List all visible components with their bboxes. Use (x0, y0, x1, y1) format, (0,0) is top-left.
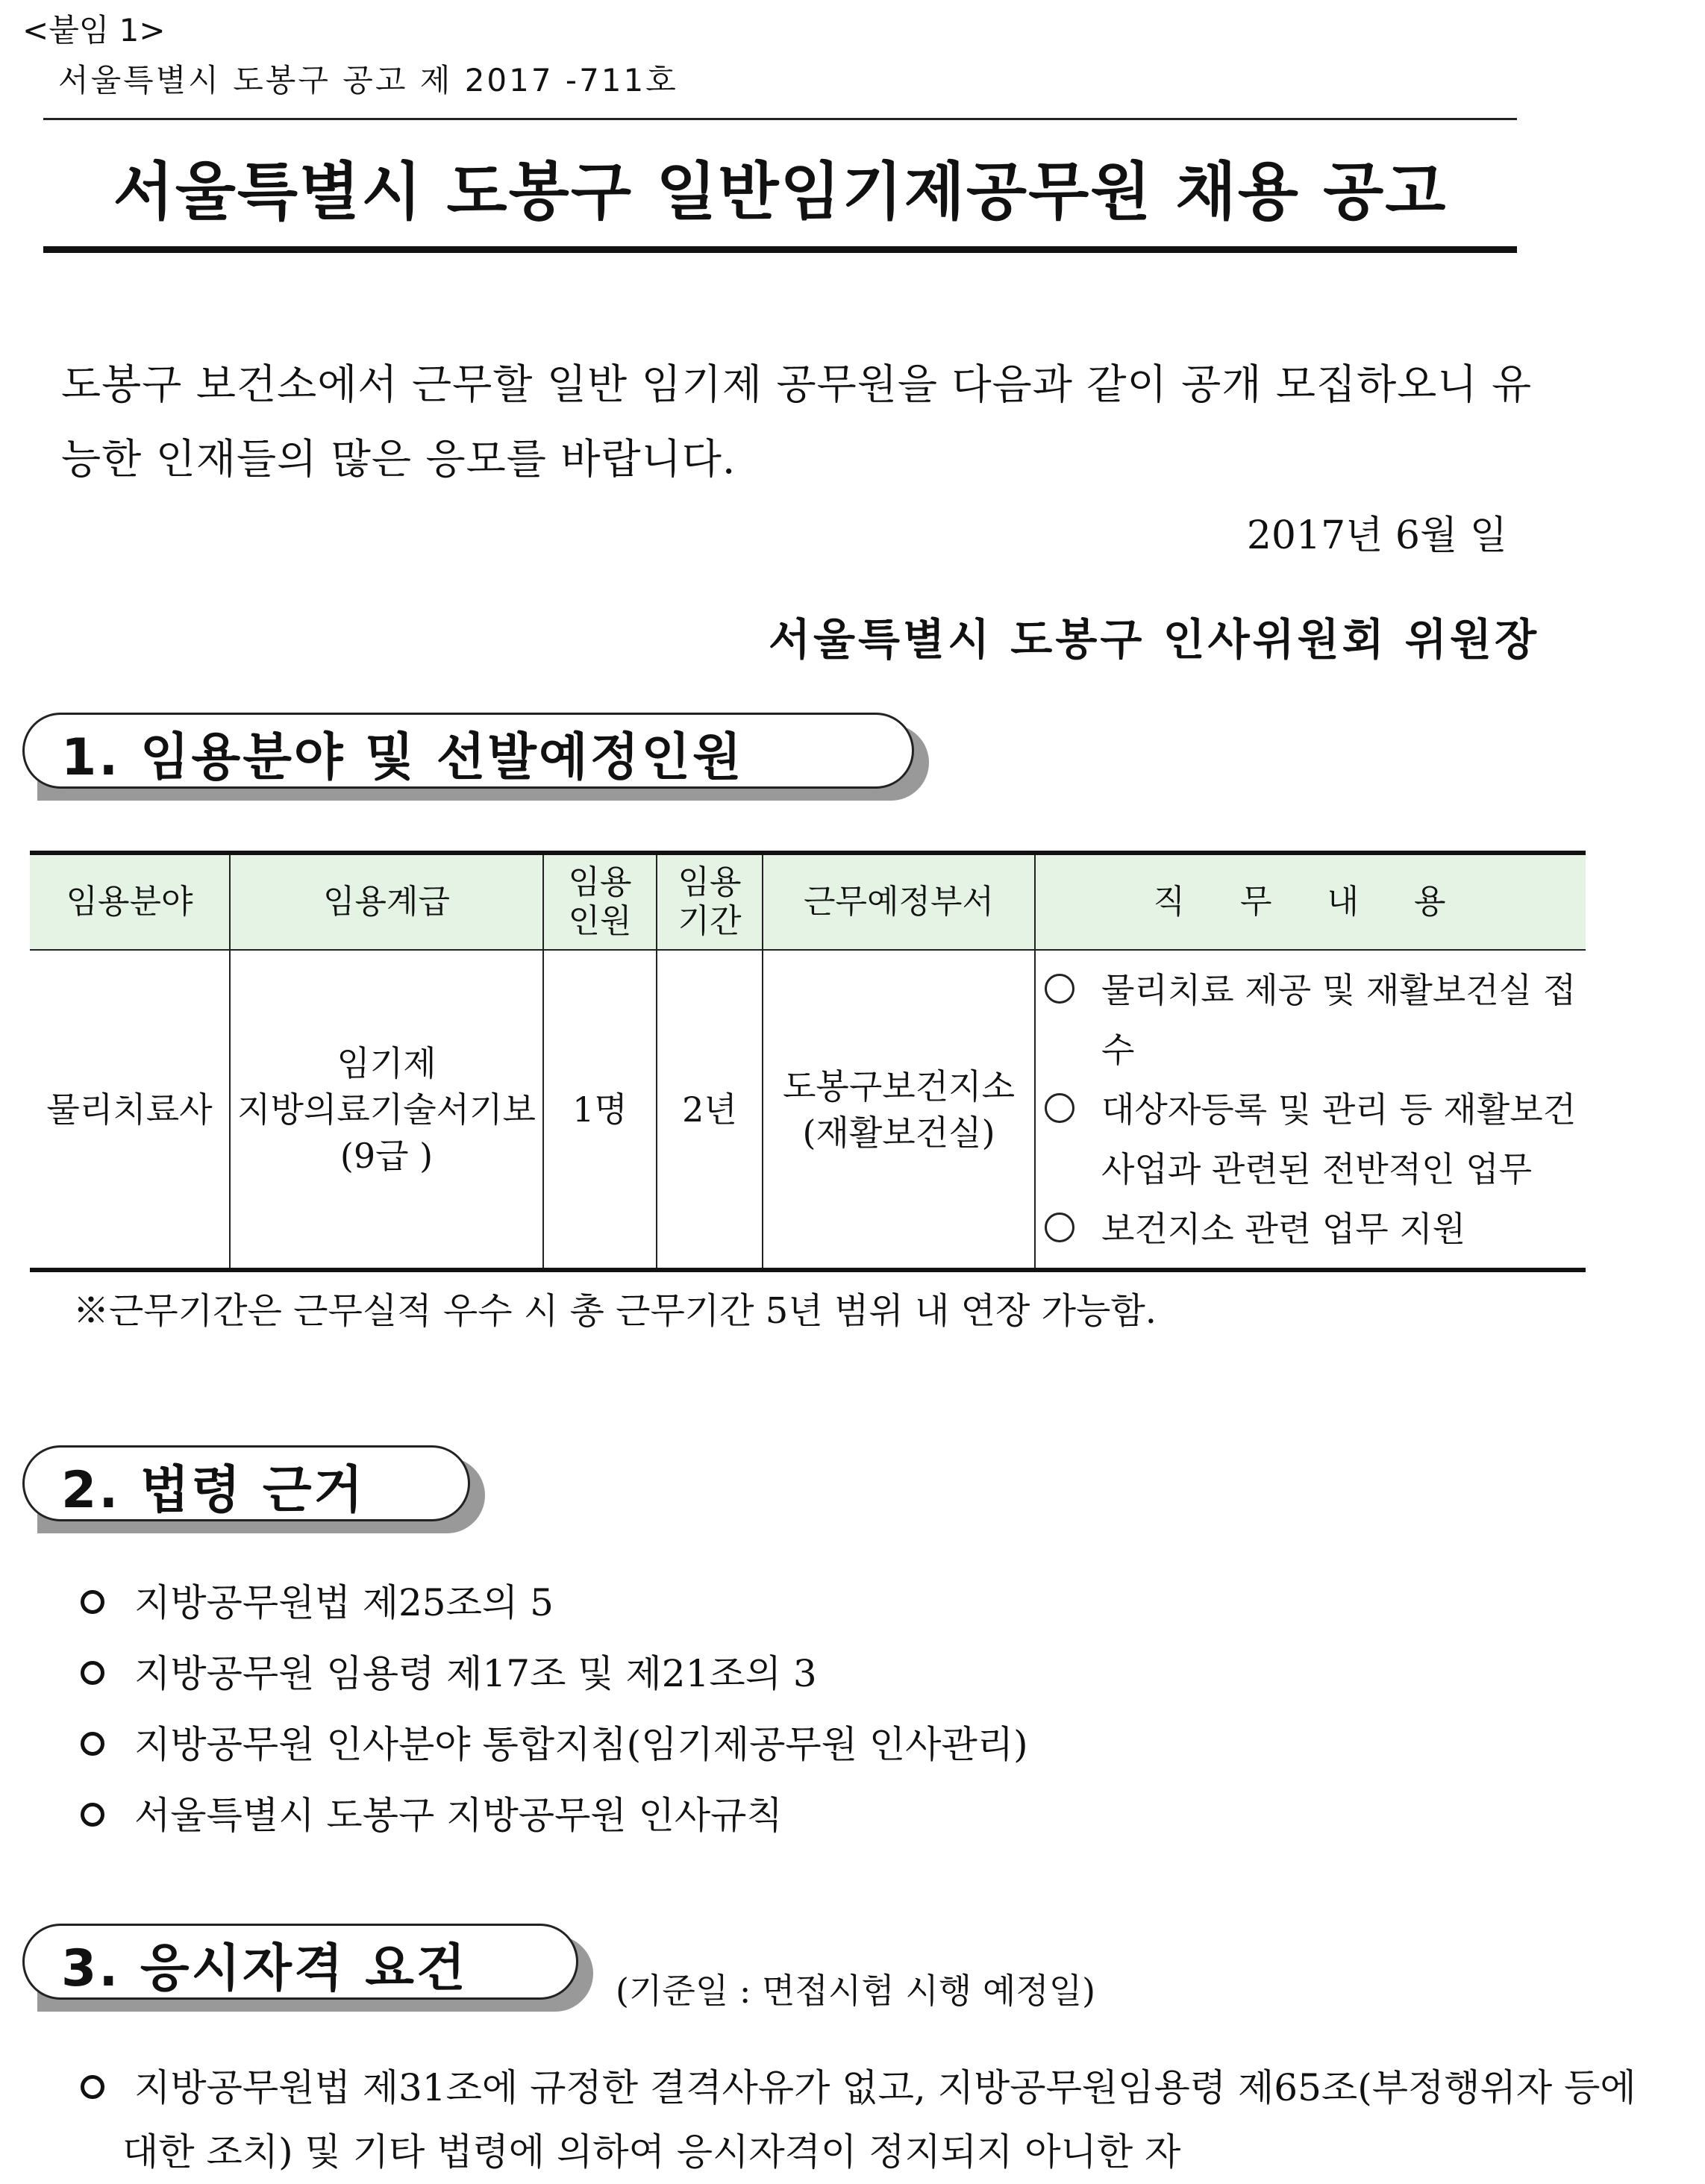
extension-note: ※근무기간은 근무실적 우수 시 총 근무기간 5년 범위 내 연장 가능함. (73, 1290, 1157, 1332)
section2-title: 2. 법령 근거 (61, 1461, 366, 1520)
circle-bullet-icon (81, 1590, 104, 1614)
cell-count: 1명 (543, 950, 657, 1270)
committee-signature: 서울특별시 도봉구 인사위원회 위원장 (768, 614, 1539, 665)
section1-header (22, 713, 929, 801)
cell-field: 물리치료사 (30, 950, 230, 1270)
rank-line3: (9급 ) (340, 1135, 434, 1176)
header-period: 임용 기간 (657, 853, 763, 950)
duty-item (1036, 960, 1586, 1080)
law-text: 지방공무원법 제25조의 5 (134, 1581, 554, 1624)
circle-bullet-icon (1045, 1093, 1074, 1123)
header-duties: 직 무 내 용 (1035, 853, 1586, 950)
cell-rank (230, 950, 543, 1270)
section1-title: 1. 임용분야 및 선발예정인원 (61, 728, 744, 787)
dept-line1: 도봉구보건지소 (782, 1066, 1016, 1107)
law-item (81, 1715, 1028, 1768)
rank-line1: 임기제 (337, 1042, 437, 1083)
title-underline (43, 246, 1517, 253)
header-count: 임용 인원 (543, 853, 657, 950)
duty-text: 대상자등록 및 관리 등 재활보건 사업과 관련된 전반적인 업무 (1101, 1089, 1577, 1189)
intro-paragraph: 도봉구 보건소에서 근무할 일반 임기제 공무원을 다음과 같이 공개 모집하오니 유능한 인재들의 많은 응모를 바랍니다. (61, 360, 1533, 483)
eligibility-line2: 대한 조치) 및 기타 법령에 의하여 응시자격이 정지되지 아니한 자 (122, 2130, 1181, 2174)
duty-text: 물리치료 제공 및 재활보건실 접수 (1101, 969, 1577, 1070)
rank-line2: 지방의료기술서기보 (237, 1089, 536, 1130)
table-header-row (30, 853, 1586, 950)
cell-dept (763, 950, 1035, 1270)
circle-bullet-icon (1045, 974, 1074, 1004)
circle-bullet-icon (81, 1803, 104, 1827)
circle-bullet-icon (1045, 1213, 1074, 1242)
duty-text: 보건지소 관련 업무 지원 (1101, 1208, 1466, 1249)
circle-bullet-icon (81, 2075, 104, 2099)
dept-line2: (재활보건실) (802, 1112, 995, 1153)
eligibility-item (81, 2056, 1636, 2184)
law-text: 지방공무원 임용령 제17조 및 제21조의 3 (134, 1652, 817, 1695)
header-field: 임용분야 (30, 853, 230, 950)
basis-date-note: (기준일 : 면접시험 시행 예정일) (616, 1971, 1096, 2011)
law-text: 지방공무원 인사분야 통합지침(임기제공무원 인사관리) (134, 1723, 1028, 1766)
header-dept: 근무예정부서 (763, 853, 1035, 950)
law-item (81, 1644, 817, 1698)
section2-header (22, 1445, 485, 1533)
circle-bullet-icon (81, 1732, 104, 1756)
law-item (81, 1786, 783, 1839)
notice-date: 2017년 6월 일 (1246, 513, 1507, 558)
duty-item (1036, 1080, 1586, 1199)
duty-item (1036, 1199, 1586, 1259)
header-rank: 임용계급 (230, 853, 543, 950)
eligibility-line1: 지방공무원법 제31조에 규정한 결격사유가 없고, 지방공무원임용령 제65조(부정행위자 등에 (134, 2066, 1636, 2109)
position-table (30, 851, 1586, 1272)
top-divider (43, 118, 1517, 120)
notice-number: 서울특별시 도봉구 공고 제 2017 -711호 (58, 62, 678, 98)
page-title: 서울특별시 도봉구 일반임기제공무원 채용 공고 (113, 155, 1448, 228)
section3-header (22, 1924, 593, 2012)
law-text: 서울특별시 도봉구 지방공무원 인사규칙 (134, 1794, 783, 1837)
cell-period: 2년 (657, 950, 763, 1270)
attachment-label: <붙임 1> (22, 12, 166, 49)
section3-title: 3. 응시자격 요건 (61, 1939, 468, 1998)
cell-duties (1035, 950, 1586, 1270)
law-item (81, 1573, 554, 1627)
table-row (30, 950, 1586, 1270)
circle-bullet-icon (81, 1661, 104, 1685)
